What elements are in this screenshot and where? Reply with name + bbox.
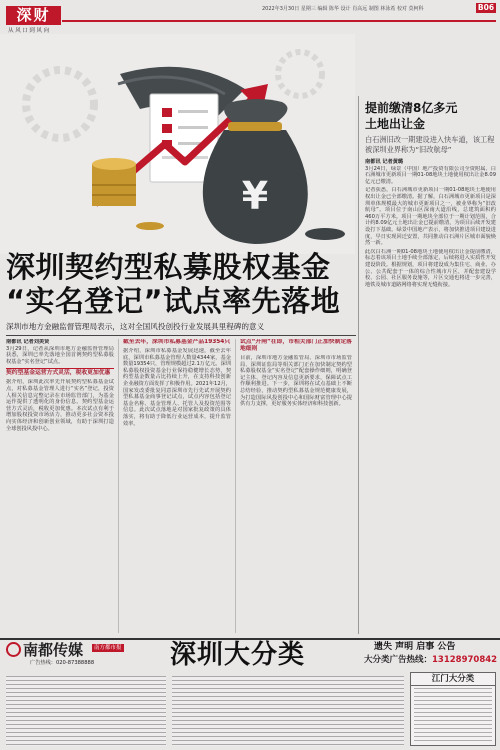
article-col-3 [240,339,352,635]
headline-line-2: “实名登记”试点率先落地 [6,284,341,318]
jiangmen-listings [414,688,492,743]
article-col-2 [123,339,231,635]
main-headline [6,250,358,318]
svg-text:¥: ¥ [241,174,269,218]
article-lead: 3月29日，记者从深圳市地方金融监督管理局获悉，深圳已率先落地全国首例契约型私募股权基金“实名登记”试点。 [6,345,114,365]
article-subhead-2: 截至去年，深圳市私募基金产品19354只 [123,339,231,345]
coin-stack-icon [92,158,136,206]
article-byline: 南都讯 记者刘美贤 [6,339,50,345]
ad-band-header [0,640,500,670]
masthead-rule [62,20,496,22]
col-divider-1 [118,339,119,633]
headline-line-1: 深圳契约型私募股权基金 [6,250,331,284]
nandu-logo-mark [6,642,21,657]
sidebar-divider [358,96,359,634]
article-subhead-1: 契约型基金运营方式灵活，税收更加优惠 [6,368,114,377]
jiangmen-classified-title: 江门大分类 [411,673,495,686]
sidebar-byline: 南都讯 记者黄璐 [365,159,404,165]
sidebar-story [365,100,496,635]
headline-divider [6,335,356,336]
page-badge: B06 [477,3,495,12]
sidebar-body-1: 记者获悉，白石洲城市更新项目一期01-08地块土地使用权出让金已全部缴清。据了解，白石洲城市更新项目是深圳单体规模最大的城市更新项目之一，被业界称为“旧改航母”。项目位于南山区深南大道沿线，总建筑面积约460万平方米。项目一期地块全部位于一期计划范围，合计约8.09亿元土地出让金已提前缴清，为项目后续开发建设打下基础。绿景中国地产表示，将加快推进项目建设进度，早日实现回迁安置，共同推动白石洲片区城市面貌焕然一新。 [365,187,496,247]
masthead [0,0,500,34]
classified-listings-left [6,676,166,746]
classified-listings-middle [172,676,404,746]
classified-title: 深圳大分类 [170,640,306,670]
article-col1-text: 据介绍，深圳此次率先开展契约型私募基金试点，对私募基金管理人进行“实名”登记，投资人相关信息完整记录在市场监管部门，为基金运作提供了透明化的身份信息。契约型基金运营方式灵活，税收更加优惠。本次试点有利于增加股权投资市场活力，推动更多社会资本投向实体经济和创新创业领域，有助于深圳打造全球创投风投中心。 [6,379,114,432]
section-slogan: 从风口到风向 [8,28,51,34]
hero-illustration [0,34,355,254]
sidebar-deck: 白石洲旧改一期建设进入快车道，该工程被深圳业界称为“旧改航母” [365,135,495,154]
ad-hotline: 广告热线：020-87388888 [30,660,95,666]
nandu-logo: 南都传媒 [6,642,83,659]
section-logo: 深财 [6,6,61,25]
article-col-1 [6,339,114,635]
sidebar-title-2: 土地出让金 [365,117,426,131]
sidebar-title-1: 提前缴清8亿多元 [365,101,458,115]
article-col2-text: 据介绍，深圳市私募基金发展迅速，截至去年底，深圳市私募基金管理人数量4344家，基金数量19354只，管理规模超过2.1万亿元。深圳私募股权投资基金行业保持稳健增长态势，契约型基金数量占比持续上升，在支持科技创新企业融资方面发挥了积极作用。2021年12月，国家发改委批复同意深圳市先行先试开展契约型私募基金商事登记试点，试点内容包括登记基金名称、基金管理人、托管人及投资范围等信息。此次试点落地是对国家批复政策的具体落实，将有助于降低行业运营成本，提升监管效率。 [123,348,231,427]
sidebar-lead: 3月24日，绿景（中国）地产投资有限公司全资附属、白石洲城市更新项目一期01-08地块土地使用权出让金8.09亿元已缴清。 [365,165,496,185]
article-subhead-3: 试点“开闸”在即，市相关部门正加快制定落地细则 [240,339,352,352]
article-col3-text: 目前，深圳市地方金融监管局、深圳市市场监管局、深圳证监局等相关部门正在加快制定契约型私募股权基金“实名登记”配套操作细则，明确登记主体、登记内容及信息更新要求，保障试点工作顺利推进。下一步，深圳将在试点基础上不断总结经验，推动契约型私募基金规范健康发展，为打造国际风投创投中心和国际财富管理中心提供有力支撑，更好服务实体经济和科技创新。 [240,355,352,408]
classified-notice: 遗失 声明 启事 公告 [374,642,456,652]
sidebar-body-2: 此次白石洲一期01-08地块土地使用权出让金提前缴清，标志着该项目土地手续全部落定，后续将进入实质性开发建设阶段。根据规划，项目将建设成为集住宅、商业、办公、公共配套于一体的综合性城市片区，并配套建设学校、公园、社区服务设施等，片区交通也将进一步完善，地铁及城市道路网络将实现无缝衔接。 [365,248,496,288]
headline-deck: 深圳市地方金融监督管理局表示，这对全国风投创投行业发展具里程碑的意义 [6,322,265,331]
nandu-logo-sub: 南方都市报 [94,645,122,651]
col-divider-2 [235,339,236,633]
classified-phone: 大分类广告热线：13128970842 [364,655,498,665]
dateline: 2022年3月30日 星期三 编辑 陈华 设计 肖高远 制图 林泳希 校对 莫柯科 [262,6,424,12]
jiangmen-classified-box [410,672,496,746]
